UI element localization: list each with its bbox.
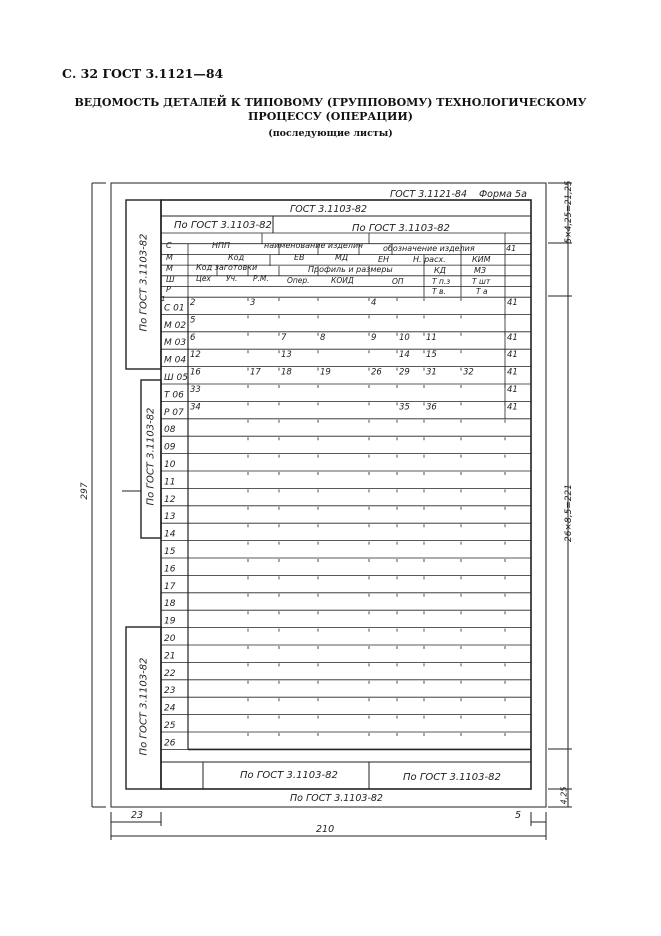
column-number: 10 <box>399 332 410 343</box>
hdr-blank-code: Код заготовки <box>196 263 258 272</box>
row-label: М 03 <box>164 338 187 349</box>
column-number: 8 <box>320 332 326 343</box>
column-number: 41 <box>507 385 518 395</box>
dim-bottom-block: 4,25 <box>559 786 569 805</box>
hdr-en: ЕН <box>378 255 390 264</box>
column-number: 26 <box>371 367 382 378</box>
ref-label-left: По ГОСТ 3.1103-82 <box>174 220 272 231</box>
hdr-c-num: 41 <box>506 244 517 253</box>
side-ref-label-bottom: По ГОСТ 3.1103-82 <box>138 657 150 756</box>
dim-body-block: 26×8,5=221 <box>564 483 574 543</box>
hdr-shop: Цех <box>196 274 211 283</box>
column-number: 19 <box>320 367 331 378</box>
dim-top-block: 5×4,25=21,25 <box>564 180 574 244</box>
hdr-sh-code: Ш <box>166 275 175 284</box>
hdr-t-v: Т в. <box>432 287 446 296</box>
hdr-op: ОП <box>392 277 404 286</box>
row-label: 16 <box>164 564 176 575</box>
column-number: 4 <box>371 298 377 308</box>
hdr-m2-code: М <box>166 264 173 273</box>
bottom-ref-label-left: По ГОСТ 3.1103-82 <box>240 770 338 781</box>
hdr-koid: КОИД <box>331 276 354 285</box>
row-label: С 01 <box>164 303 185 314</box>
hdr-mz: МЗ <box>474 266 487 275</box>
ref-label-right: По ГОСТ 3.1103-82 <box>352 223 450 234</box>
hdr-npp: НПП <box>212 241 231 250</box>
column-number: 9 <box>371 332 377 343</box>
column-number: 18 <box>281 367 292 378</box>
row-label: Т 06 <box>164 390 184 401</box>
hdr-kod: Код <box>228 253 245 262</box>
column-number: 6 <box>190 332 196 343</box>
column-number: 35 <box>399 402 410 413</box>
column-number: 41 <box>507 367 518 378</box>
column-number: 3 <box>250 298 256 308</box>
row-start-number: 1 <box>161 295 166 303</box>
hdr-operation: Опер. <box>287 276 310 285</box>
hdr-ev: ЕВ <box>294 253 305 262</box>
row-label: М 04 <box>164 355 187 366</box>
dim-width: 210 <box>316 824 335 835</box>
top-ref-label: ГОСТ 3.1103-82 <box>290 204 367 215</box>
hdr-kd: КД <box>434 266 446 275</box>
row-label: Ш 05 <box>164 373 188 383</box>
hdr-c-code: С <box>166 241 172 250</box>
row-label: 24 <box>164 703 176 714</box>
document-title-line2: ПРОЦЕССУ (ОПЕРАЦИИ) <box>248 110 413 123</box>
row-label: Р 07 <box>164 407 184 418</box>
row-label: 23 <box>164 686 176 697</box>
row-label: 21 <box>164 651 176 662</box>
document-title-line1: ВЕДОМОСТЬ ДЕТАЛЕЙ К ТИПОВОМУ (ГРУППОВОМУ) ТЕХНОЛОГИЧЕСКОМУ <box>74 96 587 109</box>
form-type-label: Форма 5а <box>479 189 527 200</box>
hdr-md: МД <box>335 253 349 262</box>
hdr-section: Уч. <box>226 274 238 283</box>
column-number: 14 <box>399 350 410 361</box>
form-standard-label: ГОСТ 3.1121-84 <box>390 189 467 200</box>
column-number: 32 <box>463 367 474 378</box>
column-number: 12 <box>190 350 201 361</box>
dim-right-margin: 5 <box>515 810 522 821</box>
dim-height: 297 <box>80 482 90 500</box>
column-number: 16 <box>190 367 201 378</box>
column-number: 34 <box>190 402 201 413</box>
hdr-workplace: Р.М. <box>253 274 269 283</box>
column-number: 41 <box>507 350 518 361</box>
column-number: 5 <box>190 315 196 326</box>
row-label: 14 <box>164 529 176 540</box>
column-number: 31 <box>426 367 437 378</box>
row-label: 22 <box>164 668 176 679</box>
row-label: 17 <box>164 581 176 592</box>
side-ref-label-middle: По ГОСТ 3.1103-82 <box>145 407 157 506</box>
row-label: 09 <box>164 442 176 453</box>
column-number: 41 <box>507 332 518 343</box>
hdr-t-sht: Т шт <box>472 277 491 286</box>
hdr-n-rash: Н. расх. <box>413 255 446 264</box>
hdr-product-designation: обозначение изделия <box>383 244 475 253</box>
column-number: 41 <box>507 402 518 413</box>
row-label: 10 <box>164 460 176 470</box>
dim-left-margin: 23 <box>131 810 144 821</box>
row-label: 18 <box>164 599 176 610</box>
hdr-t-a: Т а <box>476 287 488 296</box>
column-number: 11 <box>426 332 437 343</box>
row-label: 12 <box>164 494 176 505</box>
hdr-product-name: наименование изделия <box>264 241 363 250</box>
column-number: 29 <box>399 367 410 378</box>
column-number: 36 <box>426 402 437 413</box>
row-label: М 02 <box>164 320 187 331</box>
bottom-ref-label-right: По ГОСТ 3.1103-82 <box>403 772 501 783</box>
row-label: 26 <box>164 738 176 749</box>
row-label: 08 <box>164 425 176 436</box>
sheet-bottom-ref-label: По ГОСТ 3.1103-82 <box>290 793 383 804</box>
row-label: 13 <box>164 512 176 523</box>
column-number: 13 <box>281 350 292 361</box>
page-header: С. 32 ГОСТ 3.1121—84 <box>62 66 224 81</box>
column-number: 17 <box>250 367 261 378</box>
row-label: 25 <box>164 721 176 731</box>
row-label: 20 <box>164 634 176 644</box>
column-number: 41 <box>507 298 518 308</box>
row-label: 19 <box>164 616 176 627</box>
hdr-kim: КИМ <box>472 255 491 264</box>
document-subtitle: (последующие листы) <box>268 128 393 139</box>
column-number: 33 <box>190 385 201 395</box>
row-label: 15 <box>164 547 176 557</box>
side-ref-label-top: По ГОСТ 3.1103-82 <box>138 233 150 332</box>
column-number: 7 <box>281 332 287 343</box>
hdr-r-code: Р <box>166 285 171 294</box>
hdr-profile-size: Профиль и размеры <box>308 265 393 274</box>
hdr-t-pz: Т п.з <box>432 277 451 286</box>
row-label: 11 <box>164 477 176 488</box>
hdr-m1-code: М <box>166 253 173 262</box>
column-number: 15 <box>426 350 437 361</box>
column-number: 2 <box>190 298 196 308</box>
